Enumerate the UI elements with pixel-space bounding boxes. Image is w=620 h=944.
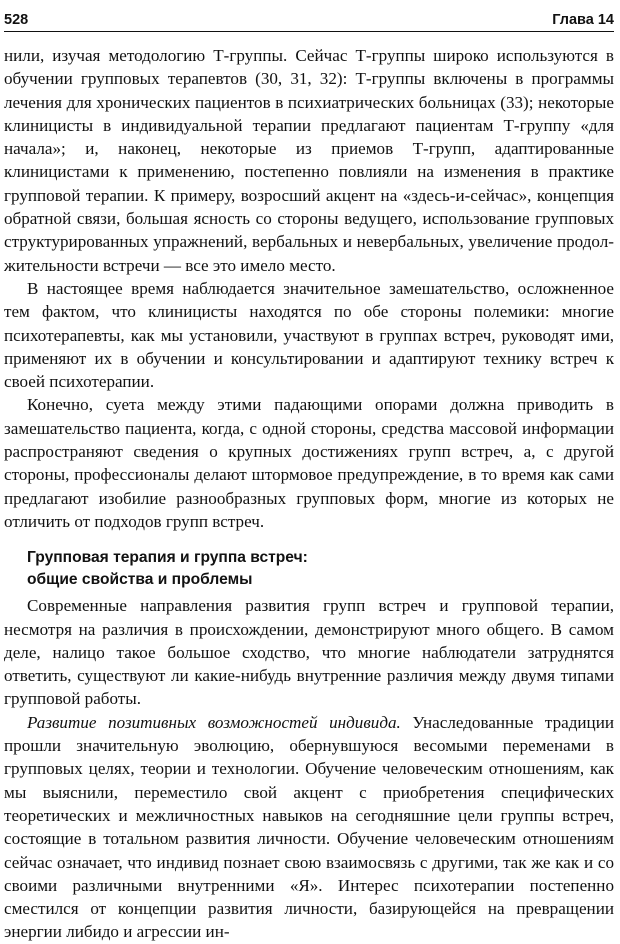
paragraph-lead-italic: Развитие позитивных возможностей индивида. (27, 712, 401, 732)
paragraph: В настоящее время наблюдается значительное замешательство, осложненное тем фактом, что клиницисты находятся по обе стороны полемики: многие психотерапевты, как мы установили, участвуют в группах встреч, руководят ими, применяют их в обучении и консультировании и адаптируют технику встреч к своей психотерапии. (4, 278, 614, 392)
paragraph-text: Унаследованные традиции прошли значительную эволюцию, обернувшуюся весомыми переменами в групповых целях, теории и технологии. Обучение человеческим отношениям, как мы выяснили, переместило свой акцент с приобретения специфических теоретических и межличностных навыков на сегодняшние цели группы встреч, состоящие в тотальном развития личности. Обучение человеческим отношениям сейчас означает, что индивид познает свою взаимосвязь с другими, так же как и со своими различными внутренними «Я». Интерес психотерапии постепенно сместился от концепции развития личности, базирующейся на превращении энергии либидо и агрессии ин- (4, 712, 614, 942)
section-heading-line: общие свойства и проблемы (27, 571, 253, 589)
section-heading-line: Групповая терапия и группа встреч: (27, 549, 308, 567)
paragraph-continued: нили, изучая методологию Т-группы. Сейчас Т-группы широко используются в обучении групповых терапевтов (30, 31, 32): Т-группы включены в программы лечения для хронических пациентов в психиатрических больницах (33); некоторые клиницисты в индивидуальной терапии предлагают пациентам Т-группу «для начала»; и, наконец, некоторые из приемов Т-групп, адаптированные клиницистами к применению, постепенно повлияли на изменения в практике групповой терапии. К примеру, возросший акцент на «здесь-и-сейчас», концепция обратной связи, большая ясность со стороны ведущего, использование групповых структурированных упражнений, вербальных и невербальных, увеличение продолжительности встречи — все это имело место. (4, 46, 614, 275)
running-header (4, 0, 614, 32)
section-heading (27, 547, 614, 591)
chapter-label: Глава 14 (552, 12, 614, 28)
page-body (4, 44, 614, 944)
page-number: 528 (4, 12, 29, 28)
paragraph (4, 711, 614, 944)
paragraph: Конечно, суета между этими падающими опорами должна приводить в замешательство пациента, когда, с одной стороны, средства массовой информации распространяют сведения о крупных достижениях групп встреч, а, с другой стороны, профессионалы делают штормовое предупреждение, в то время как сами предлагают изобилие разнообразных групповых форм, многие из которых не отличить от подходов групп встреч. (4, 395, 614, 531)
paragraph: Современные направления развития групп встреч и групповой терапии, несмотря на различия в происхождении, демонстрируют много общего. В самом деле, налицо такое большое сходство, что многие наблюдатели затруднятся ответить, существуют ли какие-нибудь внутренние различия между двумя типами групповой работы. (4, 596, 614, 709)
